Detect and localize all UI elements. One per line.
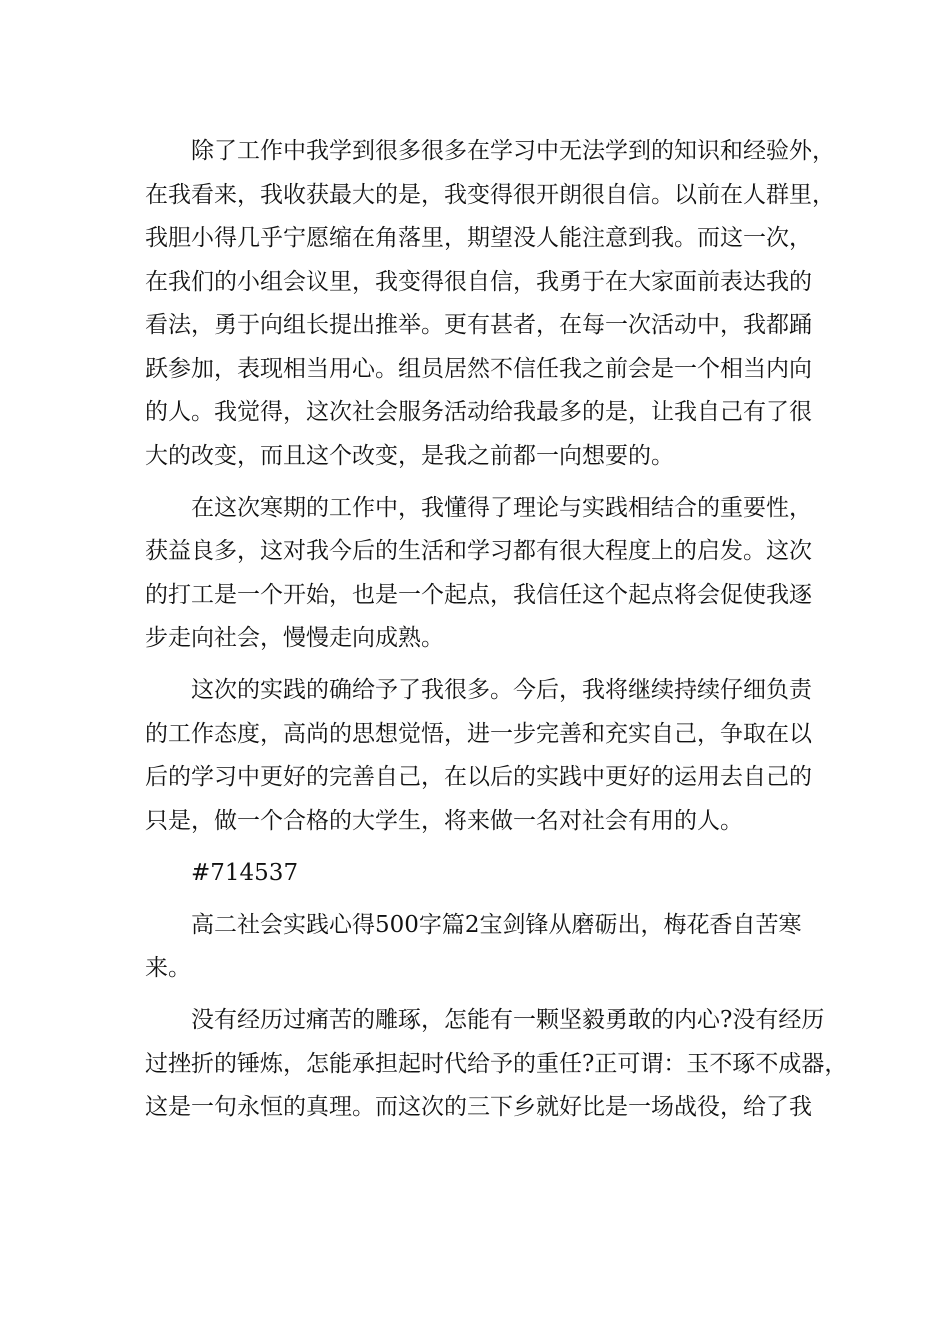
text-line: 后的学习中更好的完善自己，在以后的实践中更好的运用去自己的 [145,764,812,790]
text-line: 过挫折的锤炼，怎能承担起时代给予的重任?正可谓：玉不琢不成器， [145,1050,848,1077]
text-line: 的打工是一个开始，也是一个起点，我信任这个起点将会促使我逐 [145,581,812,608]
text-line: 获益良多，这对我今后的生活和学习都有很大程度上的启发。这次 [145,538,812,564]
text-line: 在这次寒期的工作中，我懂得了理论与实践相结合的重要性， [191,494,812,521]
text-line: 在我们的小组会议里，我变得很自信，我勇于在大家面前表达我的 [145,268,812,295]
text-line: 在我看来，我收获最大的是，我变得很开朗很自信。以前在人群里， [145,181,835,208]
text-line: 没有经历过痛苦的雕琢，怎能有一颗坚毅勇敢的内心?没有经历 [191,1007,825,1033]
paragraph-2 [145,487,825,661]
section-heading-line: 高二社会实践心得500字篇2宝剑锋从磨砺出，梅花香自苦寒 [191,911,802,938]
text-line: 大的改变，而且这个改变，是我之前都一向想要的。 [145,442,674,469]
text-line: 这次的实践的确给予了我很多。今后，我将继续持续仔细负责 [191,677,812,703]
paragraph-6 [145,999,848,1130]
paragraph-1 [145,130,835,478]
paragraph-3 [145,669,825,843]
text-line: 这是一句永恒的真理。而这次的三下乡就好比是一场战役，给了我 [145,1094,812,1120]
text-line: 我胆小得几乎宁愿缩在角落里，期望没人能注意到我。而这一次， [145,225,812,251]
text-line: 除了工作中我学到很多很多在学习中无法学到的知识和经验外， [191,138,835,164]
text-line: 只是，做一个合格的大学生，将来做一名对社会有用的人。 [145,807,743,834]
text-line: 的工作态度，高尚的思想觉悟，进一步完善和充实自己，争取在以 [145,720,812,747]
text-line: 看法，勇于向组长提出推举。更有甚者，在每一次活动中，我都踊 [145,312,812,338]
text-line: 步走向社会，慢慢走向成熟。 [145,625,444,651]
document-body [145,130,848,1130]
text-line: 来。 [145,955,191,981]
paragraph-4 [145,852,825,896]
text-line: 跃参加，表现相当用心。组员居然不信任我之前会是一个相当内向 [145,355,812,382]
paragraph-5 [145,904,825,991]
text-line: 的人。我觉得，这次社会服务活动给我最多的是，让我自己有了很 [145,399,812,425]
reference-number: #714537 [191,859,299,886]
